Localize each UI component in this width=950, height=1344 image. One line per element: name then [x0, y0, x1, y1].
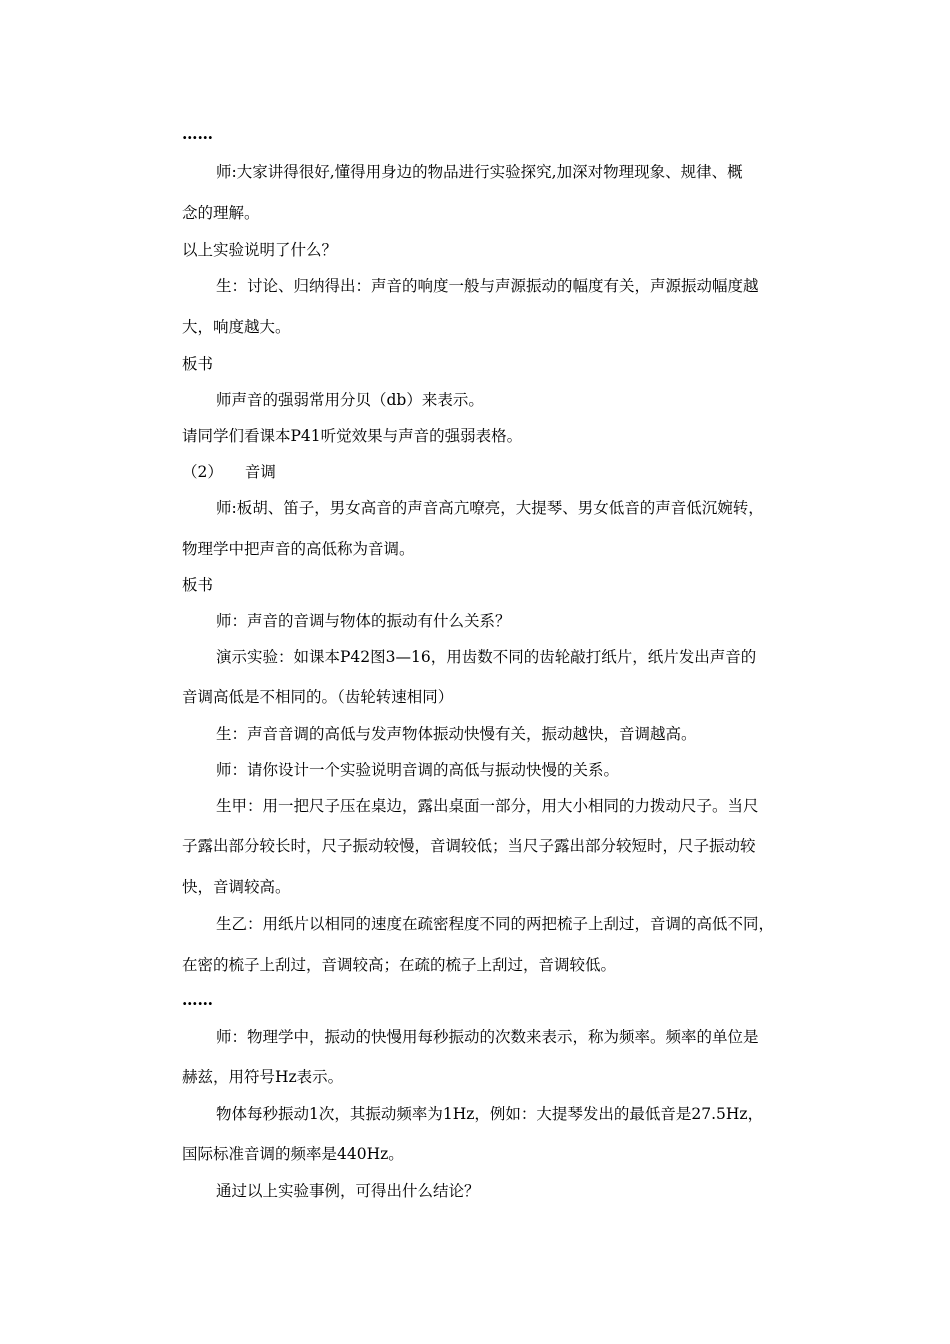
section-heading: 板书 [182, 355, 214, 373]
paragraph-line: 以上实验说明了什么？ [182, 241, 338, 259]
paragraph-line: 师：声音的音调与物体的振动有什么关系？ [216, 612, 511, 630]
paragraph-line: 物体每秒振动1次，其振动频率为1Hz，例如：大提琴发出的最低音是27.5Hz， [216, 1105, 764, 1123]
paragraph-line: 师声音的强弱常用分贝（db）来表示。 [216, 391, 484, 409]
paragraph-line: 子露出部分较长时，尺子振动较慢，音调较低；当尺子露出部分较短时，尺子振动较 [182, 837, 756, 855]
paragraph-line: 师:板胡、笛子，男女高音的声音高亢嘹亮，大提琴、男女低音的声音低沉婉转， [216, 499, 764, 517]
paragraph-line: 演示实验：如课本P42图3—16，用齿数不同的齿轮敲打纸片，纸片发出声音的 [216, 648, 757, 666]
subsection-heading [182, 462, 276, 482]
paragraph-line: 快，音调较高。 [182, 878, 291, 896]
paragraph-line: 师：请你设计一个实验说明音调的高低与振动快慢的关系。 [216, 761, 620, 779]
paragraph-line: 师：物理学中，振动的快慢用每秒振动的次数来表示，称为频率。频率的单位是 [216, 1028, 759, 1046]
ellipsis: …… [182, 124, 213, 143]
paragraph-line: 生：讨论、归纳得出：声音的响度一般与声源振动的幅度有关，声源振动幅度越 [216, 277, 759, 295]
ellipsis: …… [182, 990, 213, 1009]
paragraph-line: 大，响度越大。 [182, 318, 291, 336]
paragraph-line: 音调高低是不相同的。（齿轮转速相同） [182, 688, 454, 706]
section-heading: 板书 [182, 576, 214, 594]
paragraph-line: 生：声音音调的高低与发声物体振动快慢有关，振动越快，音调越高。 [216, 725, 697, 743]
item-number: （2） [182, 463, 223, 481]
item-title: 音调 [244, 463, 276, 481]
paragraph-line: 师:大家讲得很好,懂得用身边的物品进行实验探究,加深对物理现象、规律、概 [216, 163, 743, 181]
paragraph-line: 通过以上实验事例，可得出什么结论？ [216, 1182, 480, 1200]
paragraph-line: 物理学中把声音的高低称为音调。 [182, 540, 415, 558]
paragraph-line: 念的理解。 [182, 204, 260, 222]
paragraph-line: 生甲：用一把尺子压在桌边，露出桌面一部分，用大小相同的力拨动尺子。当尺 [216, 797, 759, 815]
paragraph-line: 生乙：用纸片以相同的速度在疏密程度不同的两把梳子上刮过，音调的高低不同， [216, 915, 775, 933]
paragraph-line: 请同学们看课本P41听觉效果与声音的强弱表格。 [182, 427, 523, 445]
paragraph-line: 在密的梳子上刮过，音调较高；在疏的梳子上刮过，音调较低。 [182, 956, 617, 974]
paragraph-line: 赫兹，用符号Hz表示。 [182, 1068, 344, 1086]
paragraph-line: 国际标准音调的频率是440Hz。 [182, 1145, 404, 1163]
